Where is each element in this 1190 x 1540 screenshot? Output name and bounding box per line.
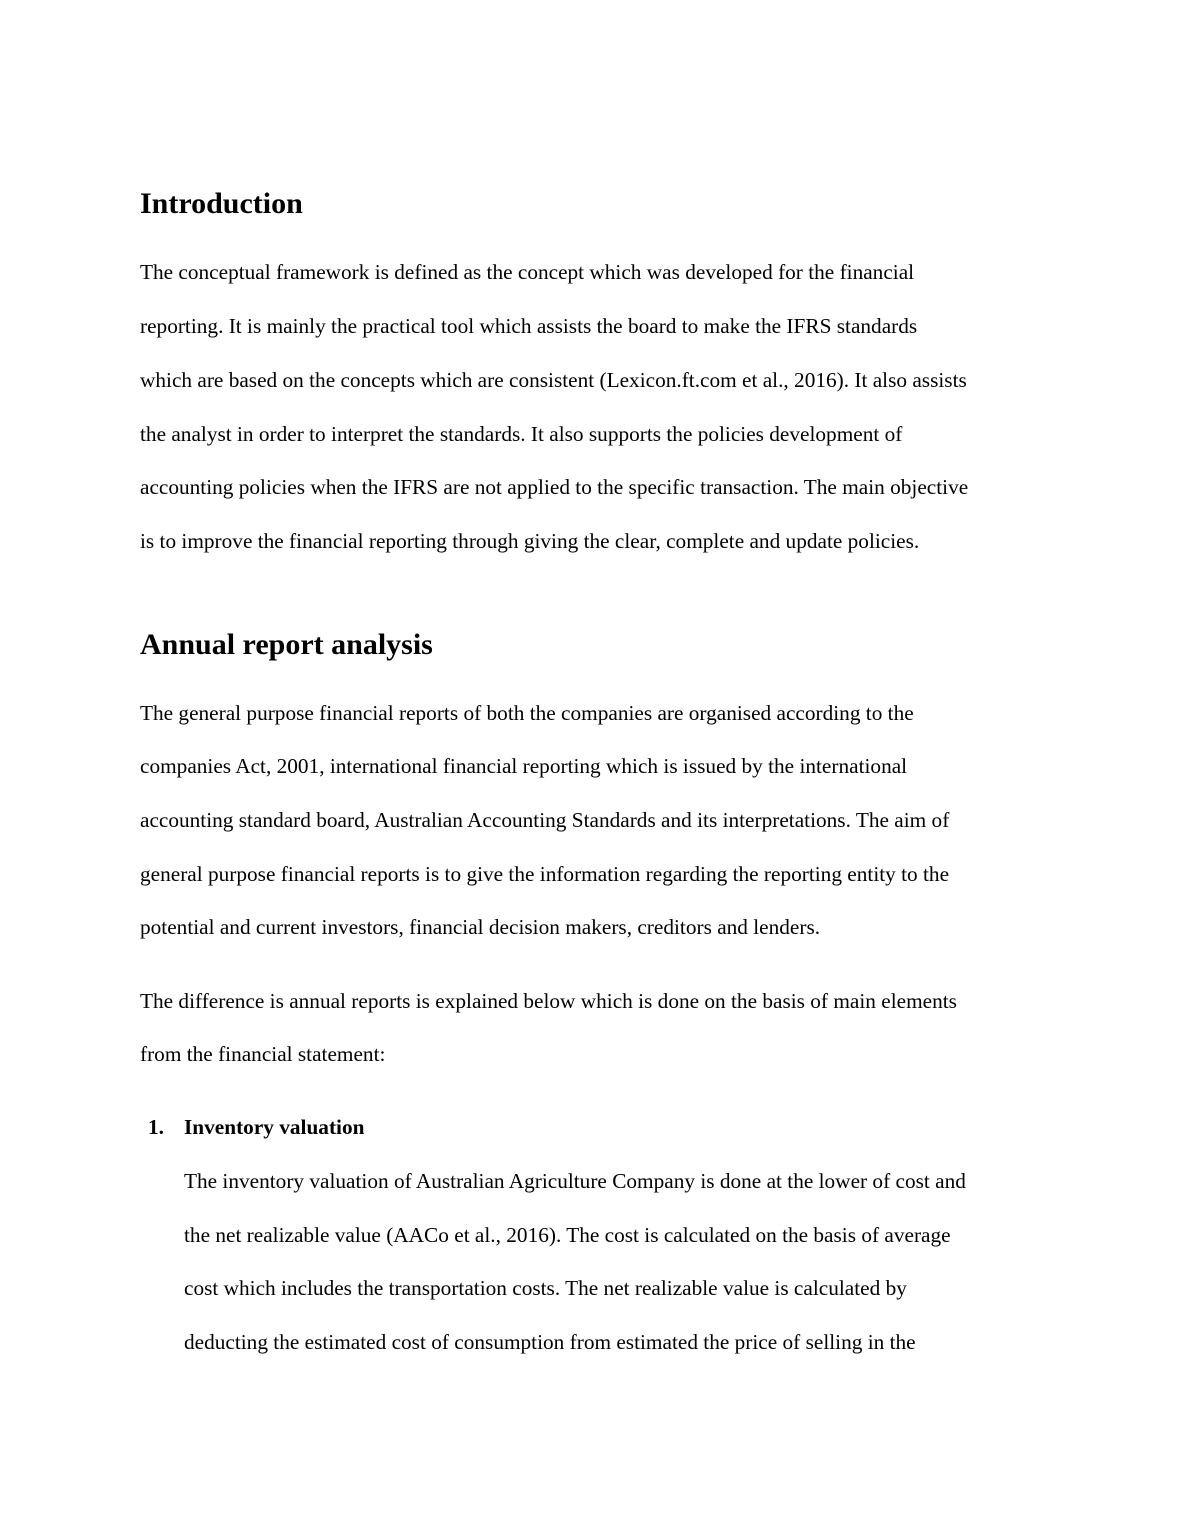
paragraph-line: accounting standard board, Australian Accounting Standards and its interpretations. The aim of	[140, 808, 950, 832]
paragraph-line: the analyst in order to interpret the standards. It also supports the policies development of	[140, 422, 903, 446]
paragraph-line: general purpose financial reports is to give the information regarding the reporting entity to the	[140, 862, 950, 886]
paragraph-line: is to improve the financial reporting through giving the clear, complete and update policies.	[140, 529, 920, 553]
list-item-title: Inventory valuation	[184, 1115, 365, 1139]
paragraph-line: accounting policies when the IFRS are not applied to the specific transaction. The main objective	[140, 475, 969, 499]
paragraph-line: the net realizable value (AACo et al., 2016). The cost is calculated on the basis of average	[184, 1223, 951, 1247]
paragraph-line: The general purpose financial reports of both the companies are organised according to the	[140, 701, 914, 725]
paragraph-line: reporting. It is mainly the practical tool which assists the board to make the IFRS standards	[140, 314, 918, 338]
paragraph-line: deducting the estimated cost of consumption from estimated the price of selling in the	[184, 1330, 916, 1354]
paragraph-line: potential and current investors, financial decision makers, creditors and lenders.	[140, 915, 821, 939]
paragraph-line: cost which includes the transportation costs. The net realizable value is calculated by	[184, 1276, 907, 1300]
introduction-heading: Introduction	[140, 187, 303, 220]
annual-report-heading: Annual report analysis	[140, 628, 433, 661]
paragraph-line: The conceptual framework is defined as the concept which was developed for the financial	[140, 260, 915, 284]
paragraph-line: from the financial statement:	[140, 1042, 386, 1066]
paragraph-line: The inventory valuation of Australian Agriculture Company is done at the lower of cost and	[184, 1169, 966, 1193]
paragraph-line: companies Act, 2001, international financial reporting which is issued by the international	[140, 754, 908, 778]
paragraph-line: which are based on the concepts which are consistent (Lexicon.ft.com et al., 2016). It also assists	[140, 368, 967, 392]
paragraph-line: The difference is annual reports is explained below which is done on the basis of main elements	[140, 989, 957, 1013]
list-number: 1.	[148, 1115, 164, 1139]
